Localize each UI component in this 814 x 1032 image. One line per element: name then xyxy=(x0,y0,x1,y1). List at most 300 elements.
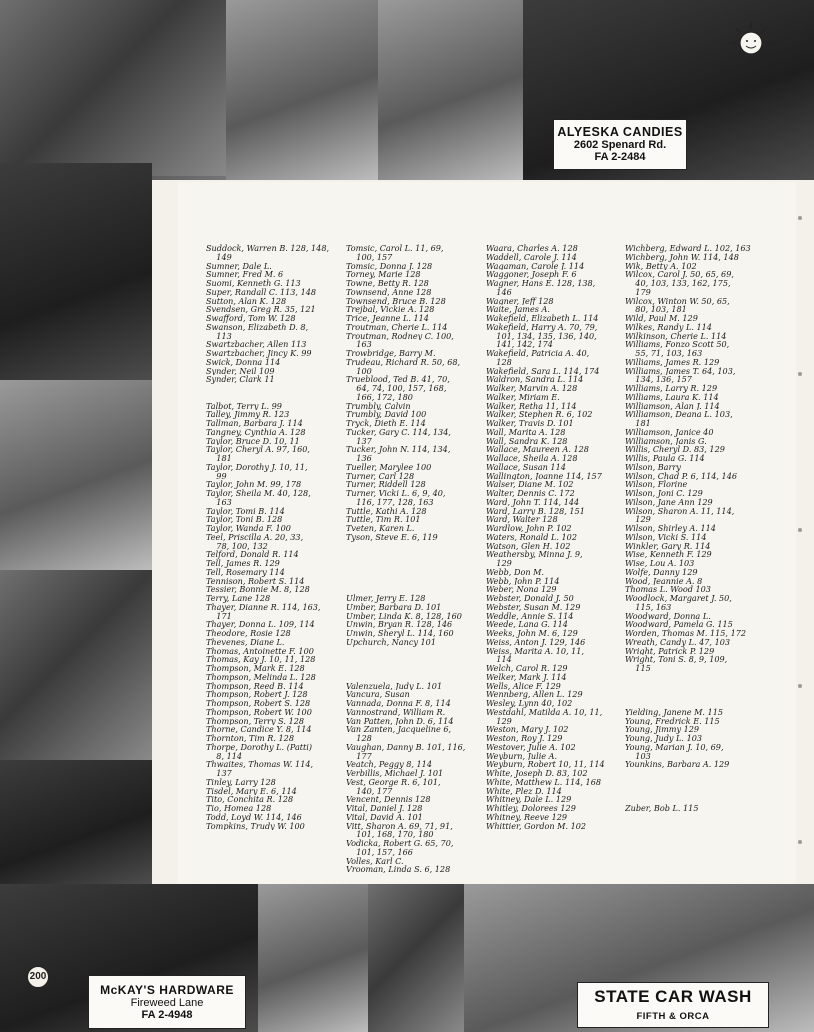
index-entry: Trejbal, Vickie A. 128 xyxy=(346,305,435,314)
index-gap xyxy=(625,673,785,682)
index-entry: White, Joseph D. 83, 102 xyxy=(486,769,588,778)
index-gap xyxy=(346,655,488,664)
index-entry: 55, 71, 103, 163 xyxy=(625,349,703,358)
index-entry: Turner, Vicki L. 6, 9, 40, xyxy=(346,489,446,498)
index-column-3 xyxy=(486,244,626,830)
index-entry: 181 xyxy=(206,454,232,463)
index-entry: Weston, Mary J. 102 xyxy=(486,725,569,734)
photo-child-cowboy-hat xyxy=(368,884,464,1032)
index-entry: Tuttle, Tim R. 101 xyxy=(346,515,421,524)
index-entry: Vaughan, Danny B. 101, 116, xyxy=(346,742,466,752)
index-entry: Synder, Neil 109 xyxy=(206,366,275,376)
index-entry: 136 xyxy=(346,454,372,463)
index-entry: Vannostrand, William R. xyxy=(346,707,446,717)
index-entry: Tuttle, Kathi A. 128 xyxy=(346,506,427,516)
index-entry: Tell, Rosemary 114 xyxy=(206,567,285,577)
index-entry: Walker, Travis D. 101 xyxy=(486,419,574,428)
index-entry: Williams, Fonzo Scott 50, xyxy=(625,340,730,349)
index-entry: Tryck, Dieth E. 114 xyxy=(346,419,426,428)
index-entry: 100 xyxy=(346,366,372,376)
ad-alyeska-candies xyxy=(553,119,687,170)
index-entry: Waite, James A. xyxy=(486,305,550,314)
index-entry: Tucker, John N. 114, 134, xyxy=(346,445,451,454)
index-entry: Tveten, Karen L. xyxy=(346,524,415,533)
index-entry: Wilcox, Winton W. 50, 65, xyxy=(625,296,730,306)
index-entry: Whitney, Reeve 129 xyxy=(486,812,568,822)
index-entry: Swick, Donna 114 xyxy=(206,357,281,367)
index-entry: Wennberg, Allen L. 129 xyxy=(486,690,583,699)
index-entry: Taylor, Bruce D. 10, 11 xyxy=(206,436,300,446)
index-entry: Trudeau, Richard R. 50, 68, xyxy=(346,357,461,367)
index-entry: Webster, Donald J. 50 xyxy=(486,594,574,603)
index-entry: 40, 103, 133, 162, 175, xyxy=(625,279,731,288)
index-entry: Wichberg, Edward L. 102, 163 xyxy=(625,244,751,253)
index-entry: Wichberg, John W. 114, 148 xyxy=(625,252,739,262)
index-entry: Wesley, Lynn 40, 102 xyxy=(486,699,573,708)
index-entry: Taylor, Tomi B. 114 xyxy=(206,506,285,516)
index-entry: 64, 74, 100, 157, 168, xyxy=(346,384,447,393)
index-entry: 171 xyxy=(206,611,232,621)
index-entry: Webster, Susan M. 129 xyxy=(486,602,581,612)
index-entry: 101, 157, 166 xyxy=(346,847,413,857)
ad-mckays-phone: FA 2-4948 xyxy=(141,1009,193,1021)
index-entry: Westover, Julie A. 102 xyxy=(486,742,576,752)
index-entry: Williams, Larry R. 129 xyxy=(625,384,718,393)
index-entry: Vancura, Susan xyxy=(346,690,410,699)
index-entry: Walter, Dennis C. 172 xyxy=(486,489,575,498)
ad-mckays-name: McKAY'S HARDWARE xyxy=(100,983,234,997)
index-entry: Waggoner, Joseph F. 6 xyxy=(486,270,577,279)
index-entry: Swafford, Tom W. 128 xyxy=(206,314,296,323)
binder-hole xyxy=(798,684,802,688)
index-entry: Wilkinson, Cherie L. 114 xyxy=(625,331,727,341)
index-entry: Williams, James T. 64, 103, xyxy=(625,366,736,376)
index-entry: Ward, John T. 114, 144 xyxy=(486,497,580,507)
index-entry: Taylor, John M. 99, 178 xyxy=(206,480,302,489)
index-gap xyxy=(625,787,785,796)
index-entry: Wakefield, Patricia A. 40, xyxy=(486,349,590,358)
index-entry: Wilson, Barry xyxy=(625,462,681,472)
index-entry: 149 xyxy=(206,252,232,262)
index-gap xyxy=(206,384,356,393)
index-entry: Wallace, Susan 114 xyxy=(486,462,566,472)
index-entry: Taylor, Toni B. 128 xyxy=(206,515,283,524)
index-gap xyxy=(346,577,488,586)
index-entry: Wells, Alice F. 129 xyxy=(486,681,561,691)
index-entry: Walker, Miriam E. xyxy=(486,392,560,402)
index-entry: Verbillis, Michael J. 101 xyxy=(346,769,444,778)
index-entry: Wallington, Joanne 114, 157 xyxy=(486,471,602,481)
index-entry: Wright, Toni S. 8, 9, 109, xyxy=(625,655,728,664)
index-entry: Synder, Clark 11 xyxy=(206,375,275,384)
index-entry: Sumner, Fred M. 6 xyxy=(206,270,284,279)
index-entry: 114 xyxy=(486,655,512,664)
index-column-2 xyxy=(346,244,488,874)
index-gap xyxy=(625,769,785,778)
index-entry: 100, 157 xyxy=(346,252,393,262)
index-entry: Sumner, Dale L. xyxy=(206,261,272,271)
index-gap xyxy=(346,568,488,577)
index-entry: Wilson, Jane Ann 129 xyxy=(625,497,713,507)
index-entry: Westdahl, Matilda A. 10, 11, xyxy=(486,707,603,717)
index-entry: 163 xyxy=(346,340,372,349)
index-entry: Webb, John P. 114 xyxy=(486,576,560,586)
index-entry: Younkins, Barbara A. 129 xyxy=(625,760,730,769)
index-entry: Wakefield, Sara L. 114, 174 xyxy=(486,366,600,376)
index-entry: Thompson, Robert W. 100 xyxy=(206,707,312,717)
index-entry: 113 xyxy=(206,331,232,341)
index-entry: Watson, Glen H. 102 xyxy=(486,541,571,551)
index-entry: Vencent, Dennis 128 xyxy=(346,795,431,804)
index-entry: Webb, Don M. xyxy=(486,567,544,577)
index-entry: Wilson, Vicki S. 114 xyxy=(625,532,707,542)
index-entry: Williamson, Janis G. xyxy=(625,436,707,446)
index-entry: 101, 134, 135, 136, 140, xyxy=(486,331,597,341)
index-entry: Suddock, Warren B. 128, 148, xyxy=(206,244,330,253)
index-entry: Williamson, Janice 40 xyxy=(625,427,714,437)
index-entry: 166, 172, 180 xyxy=(346,392,413,402)
index-entry: Weyburn, Julie A. xyxy=(486,751,558,761)
sun-doodle-icon xyxy=(728,20,774,66)
index-entry: Thornton, Tim R. 128 xyxy=(206,734,294,743)
index-entry: Wall, Marita A. 128 xyxy=(486,427,566,437)
index-entry: Swanson, Elizabeth D. 8, xyxy=(206,322,309,332)
index-entry: Volles, Karl C. xyxy=(346,856,404,866)
index-entry: Talley, Jimmy R. 123 xyxy=(206,410,290,419)
index-entry: Theodore, Rosie 128 xyxy=(206,629,291,638)
index-entry: Thompson, Robert S. 128 xyxy=(206,699,311,708)
index-entry: White, Matthew L. 114, 168 xyxy=(486,777,601,787)
index-entry: 140, 177 xyxy=(346,786,393,796)
index-entry: Welker, Mark J. 114 xyxy=(486,672,567,682)
index-entry: Trice, Jeanne L. 114 xyxy=(346,314,429,323)
index-entry: Weeks, John M. 6, 129 xyxy=(486,629,578,638)
index-column-1 xyxy=(206,244,356,830)
index-entry: Vital, David A. 101 xyxy=(346,812,423,822)
ad-carwash-name: STATE CAR WASH xyxy=(594,987,752,1006)
index-entry: Thayer, Dianne R. 114, 163, xyxy=(206,602,321,612)
index-gap xyxy=(625,682,785,691)
index-entry: Tito, Conchita R. 128 xyxy=(206,795,294,804)
index-entry: 129 xyxy=(486,559,512,568)
index-entry: Waara, Charles A. 128 xyxy=(486,244,578,253)
index-entry: Wall, Sandra K. 128 xyxy=(486,436,568,446)
index-gap xyxy=(346,550,488,559)
index-entry: Wilson, Florine xyxy=(625,480,688,489)
index-entry: Weede, Lana G. 114 xyxy=(486,620,568,629)
index-entry: Sutton, Alan K. 128 xyxy=(206,296,287,306)
index-entry: Wood, Jeannie A. 8 xyxy=(625,576,703,586)
index-entry: Umber, Linda K. 8, 128, 160 xyxy=(346,611,462,621)
index-entry: Weddle, Annie S. 114 xyxy=(486,611,574,621)
index-entry: Whittier, Gordon M. 102 xyxy=(486,821,587,831)
index-entry: Trumbly, David 100 xyxy=(346,410,427,419)
index-entry: Tomsic, Carol L. 11, 69, xyxy=(346,244,444,253)
index-entry: Troutman, Rodney C. 100, xyxy=(346,331,454,341)
index-entry: Trumbly, Calvin xyxy=(346,401,411,411)
ad-alyeska-address: 2602 Spenard Rd. xyxy=(573,139,667,151)
index-entry: Wolfe, Danny 129 xyxy=(625,567,698,577)
index-entry: Wild, Paul M. 129 xyxy=(625,314,698,323)
index-entry: Young, Marian J. 10, 69, xyxy=(625,742,724,752)
index-entry: Thorpe, Dorothy L. (Patti) xyxy=(206,742,313,752)
index-entry: Ulmer, Jerry E. 128 xyxy=(346,594,426,603)
index-entry: Tennison, Robert S. 114 xyxy=(206,576,305,586)
index-gap xyxy=(625,699,785,708)
index-entry: Williamson, Deana L. 103, xyxy=(625,410,733,419)
index-entry: Weiss, Marita A. 10, 11, xyxy=(486,646,585,656)
index-entry: Tell, James R. 129 xyxy=(206,559,280,568)
index-entry: Young, Fredrick E. 115 xyxy=(625,716,720,726)
index-entry: Terry, Lane 128 xyxy=(206,594,271,603)
index-entry: Townsend, Bruce B. 128 xyxy=(346,296,446,306)
index-gap xyxy=(625,778,785,787)
index-entry: 78, 100, 132 xyxy=(206,541,268,551)
index-entry: Wagner, Hans E. 128, 138, xyxy=(486,279,596,288)
index-entry: 141, 142, 174 xyxy=(486,340,553,349)
index-gap xyxy=(346,585,488,594)
index-entry: Ward, Walter 128 xyxy=(486,515,558,524)
index-entry: Tompkins, Trudy W. 100 xyxy=(206,821,305,831)
index-entry: 116, 177, 128, 163 xyxy=(346,497,434,507)
photo-couple xyxy=(0,163,152,380)
index-entry: Young, Judy L. 103 xyxy=(625,734,703,743)
photo-boy-sunglasses xyxy=(0,380,152,570)
index-entry: Torney, Marie 128 xyxy=(346,270,421,279)
index-entry: Tucker, Gary C. 114, 134, xyxy=(346,427,451,437)
index-entry: Van Patten, John D. 6, 114 xyxy=(346,716,454,726)
index-entry: Valenzuela, Judy L. 101 xyxy=(346,681,443,691)
index-entry: White, Plez D. 114 xyxy=(486,786,562,796)
index-entry: Thayer, Donna L. 109, 114 xyxy=(206,620,315,629)
index-entry: Yielding, Janene M. 115 xyxy=(625,707,724,717)
index-entry: Woodward, Pamela G. 115 xyxy=(625,620,733,629)
index-entry: Thompson, Mark E. 128 xyxy=(206,664,305,673)
index-entry: Vital, Daniel J. 128 xyxy=(346,804,423,813)
index-entry: Thompson, Melinda L. 128 xyxy=(206,672,316,682)
index-entry: Williams, James R. 129 xyxy=(625,357,720,367)
index-entry: 137 xyxy=(206,769,232,778)
index-entry: Young, Jimmy 129 xyxy=(625,725,700,734)
index-entry: Wilson, Shirley A. 114 xyxy=(625,524,716,533)
index-entry: Worden, Thomas M. 115, 172 xyxy=(625,629,747,638)
ad-alyeska-phone: FA 2-2484 xyxy=(594,151,646,163)
index-entry: Williams, Laura K. 114 xyxy=(625,392,719,402)
index-entry: Umber, Barbara D. 101 xyxy=(346,602,442,612)
photo-students-talking xyxy=(0,0,226,180)
index-entry: Vodicka, Robert G. 65, 70, xyxy=(346,839,454,848)
index-entry: Tangney, Cynthia A. 128 xyxy=(206,427,306,437)
index-entry: Winkler, Gary R. 114 xyxy=(625,541,711,551)
index-entry: 179 xyxy=(625,287,651,297)
index-entry: Trowbridge, Barry M. xyxy=(346,349,436,358)
index-entry: Wallace, Sheila A. 128 xyxy=(486,454,578,463)
index-entry: Thomas L. Wood 103 xyxy=(625,585,711,594)
index-entry: 115, 163 xyxy=(625,602,672,612)
index-entry: Troutman, Cherie L. 114 xyxy=(346,322,448,332)
index-entry: Thomas, Kay J. 10, 11, 128 xyxy=(206,655,316,664)
index-entry: Todd, Loyd W. 114, 146 xyxy=(206,812,302,822)
index-entry: Weber, Nona 129 xyxy=(486,585,557,594)
index-entry: 128 xyxy=(346,734,372,743)
index-entry: 8, 114 xyxy=(206,751,243,761)
index-entry: Suomi, Kenneth G. 113 xyxy=(206,279,301,288)
index-gap xyxy=(346,542,488,551)
index-entry: Walker, Retha 11, 114 xyxy=(486,401,577,411)
index-entry: Taylor, Sheila M. 40, 128, xyxy=(206,489,311,498)
index-entry: 163 xyxy=(206,497,232,507)
index-entry: Wilson, Sharon A. 11, 114, xyxy=(625,506,735,516)
index-entry: Willis, Paula G. 114 xyxy=(625,454,705,463)
index-entry: Weathersby, Minna J. 9, xyxy=(486,550,583,559)
ad-carwash-address: FIFTH & ORCA xyxy=(636,1011,710,1022)
index-entry: Thomas, Antoinette F. 100 xyxy=(206,646,314,656)
index-entry: Swartzbacher, Jincy K. 99 xyxy=(206,349,312,358)
index-gap xyxy=(346,664,488,673)
index-entry: Wagner, Jeff 128 xyxy=(486,296,554,306)
index-entry: 80, 103, 181 xyxy=(625,305,687,314)
index-entry: Wagaman, Carole J. 114 xyxy=(486,261,585,271)
page-number: 200 xyxy=(27,966,49,988)
index-entry: Wilson, Chad P. 6, 114, 146 xyxy=(625,471,738,481)
binder-hole xyxy=(798,372,802,376)
index-entry: Talbot, Terry L. 99 xyxy=(206,401,282,411)
photo-man-portrait xyxy=(258,884,368,1032)
index-entry: 99 xyxy=(206,471,227,481)
index-entry: Wilkes, Randy L. 114 xyxy=(625,322,712,332)
binder-hole xyxy=(798,528,802,532)
ad-mckays-address: Fireweed Lane xyxy=(130,997,204,1009)
photo-girls-group xyxy=(378,0,523,180)
binder-hole xyxy=(798,840,802,844)
index-entry: Wilson, Joni C. 129 xyxy=(625,489,703,498)
index-entry: Taylor, Cheryl A. 97, 160, xyxy=(206,445,311,454)
index-column-4 xyxy=(625,244,785,813)
index-entry: 181 xyxy=(625,419,651,428)
index-entry: Telford, Donald R. 114 xyxy=(206,550,299,559)
index-entry: Weston, Roy J. 129 xyxy=(486,734,563,743)
index-gap xyxy=(346,673,488,682)
index-entry: Walser, Diane M. 102 xyxy=(486,480,574,489)
index-entry: Wise, Kenneth F. 129 xyxy=(625,550,712,559)
index-entry: Townsend, Anne 128 xyxy=(346,287,432,297)
index-entry: Vest, George R. 6, 101, xyxy=(346,777,441,787)
index-entry: Woodward, Donna L. xyxy=(625,611,711,621)
photo-boys-group xyxy=(0,760,152,884)
index-entry: Waters, Ronald L. 102 xyxy=(486,532,577,542)
index-entry: Thorne, Candice Y. 8, 114 xyxy=(206,725,312,734)
index-entry: Wreath, Candy L. 47, 103 xyxy=(625,637,731,647)
index-gap xyxy=(625,690,785,699)
photo-girls-window xyxy=(0,570,152,760)
index-entry: Wright, Patrick P. 129 xyxy=(625,646,715,656)
index-entry: Vitt, Sharon A. 69, 71, 91, xyxy=(346,821,453,831)
index-entry: Thevenes, Diane L. xyxy=(206,637,285,647)
index-entry: Tallman, Barbara J. 114 xyxy=(206,419,303,428)
index-entry: Veatch, Peggy 8, 114 xyxy=(346,760,432,769)
index-entry: Turner, Riddell 128 xyxy=(346,480,426,489)
index-entry: Ward, Larry B. 128, 151 xyxy=(486,506,585,516)
index-entry: Wakefield, Elizabeth L. 114 xyxy=(486,314,599,323)
index-entry: Welch, Carol R. 129 xyxy=(486,664,568,673)
index-entry: Taylor, Dorothy J. 10, 11, xyxy=(206,462,308,472)
index-entry: Tessier, Bonnie M. 8, 128 xyxy=(206,585,310,594)
index-entry: Turner, Carl 128 xyxy=(346,471,415,481)
ad-mckays-hardware xyxy=(88,975,246,1029)
index-entry: Teel, Priscilla A. 20, 33, xyxy=(206,532,304,542)
index-gap xyxy=(346,559,488,568)
index-entry: 103 xyxy=(625,751,651,761)
index-entry: Thompson, Reed B. 114 xyxy=(206,681,304,691)
index-entry: Wardlow, John P. 102 xyxy=(486,524,572,533)
index-entry: Unwin, Sheryl L. 114, 160 xyxy=(346,629,454,638)
index-gap xyxy=(346,647,488,656)
index-entry: Waldron, Sandra L. 114 xyxy=(486,375,584,384)
index-entry: 146 xyxy=(486,287,512,297)
ad-alyeska-name: ALYESKA CANDIES xyxy=(557,125,683,139)
index-entry: Weiss, Anton J. 129, 146 xyxy=(486,637,586,647)
index-gap xyxy=(625,795,785,804)
index-entry: Towne, Betty R. 128 xyxy=(346,279,429,288)
index-entry: Williamson, Alan J. 114 xyxy=(625,401,720,411)
index-entry: Walker, Stephen R. 6, 102 xyxy=(486,410,593,419)
index-entry: Wakefield, Harry A. 70, 79, xyxy=(486,322,598,332)
binder-hole xyxy=(798,216,802,220)
index-entry: Walker, Marvin A. 128 xyxy=(486,384,578,393)
index-entry: Upchurch, Nancy 101 xyxy=(346,637,436,647)
index-entry: Swartzbacher, Allen 113 xyxy=(206,340,307,349)
index-entry: Vrooman, Linda S. 6, 128 xyxy=(346,865,451,874)
index-entry: Whitney, Dale L. 129 xyxy=(486,795,572,804)
index-entry: 129 xyxy=(625,515,651,524)
index-entry: Woodlock, Margaret J. 50, xyxy=(625,594,732,603)
index-entry: Tinley, Larry 128 xyxy=(206,777,276,787)
index-entry: Svendsen, Greg R. 35, 121 xyxy=(206,305,316,314)
index-entry: Thwaites, Thomas W. 114, xyxy=(206,760,314,769)
index-entry: Tio, Homea 128 xyxy=(206,804,272,813)
index-entry: Taylor, Wanda F. 100 xyxy=(206,524,291,533)
index-entry: Willis, Cheryl D. 83, 129 xyxy=(625,445,725,454)
index-entry: Thompson, Robert J. 128 xyxy=(206,690,308,699)
index-entry: Unwin, Bryan R. 128, 146 xyxy=(346,620,453,629)
index-entry: 134, 136, 157 xyxy=(625,375,692,384)
index-entry: 129 xyxy=(486,716,512,726)
index-entry: Wise, Lou A. 103 xyxy=(625,559,695,568)
index-entry: Waddell, Carole J. 114 xyxy=(486,252,577,262)
index-entry: Super, Randall C. 113, 148 xyxy=(206,287,317,297)
index-entry: Tomsic, Donna J. 128 xyxy=(346,261,433,271)
index-entry: Trueblood, Ted B. 41, 70, xyxy=(346,375,450,384)
index-entry: Wik, Betty A. 102 xyxy=(625,261,697,271)
index-entry: 128 xyxy=(486,357,512,367)
index-entry: Thompson, Terry S. 128 xyxy=(206,716,305,726)
index-entry: Weyburn, Robert 10, 11, 114 xyxy=(486,760,605,769)
index-entry: Whitley, Dolorees 129 xyxy=(486,804,576,813)
index-entry: 101, 168, 170, 180 xyxy=(346,830,434,839)
index-entry: Tisdel, Mary E. 6, 114 xyxy=(206,786,297,796)
index-entry: Tyson, Steve E. 6, 119 xyxy=(346,532,438,542)
index-entry: 115 xyxy=(625,664,651,673)
index-entry: Wilcox, Carol J. 50, 65, 69, xyxy=(625,270,734,279)
ad-state-car-wash xyxy=(577,982,769,1028)
index-entry: Vannada, Donna F. 8, 114 xyxy=(346,699,451,708)
index-entry: 137 xyxy=(346,436,372,446)
index-entry: Van Zanten, Jacqueline 6, xyxy=(346,725,452,734)
index-gap xyxy=(206,393,356,402)
index-entry: Wallace, Maureen A. 128 xyxy=(486,445,589,454)
index-entry: Tueller, Marylee 100 xyxy=(346,462,432,472)
index-entry: Zuber, Bob L. 115 xyxy=(625,804,699,813)
